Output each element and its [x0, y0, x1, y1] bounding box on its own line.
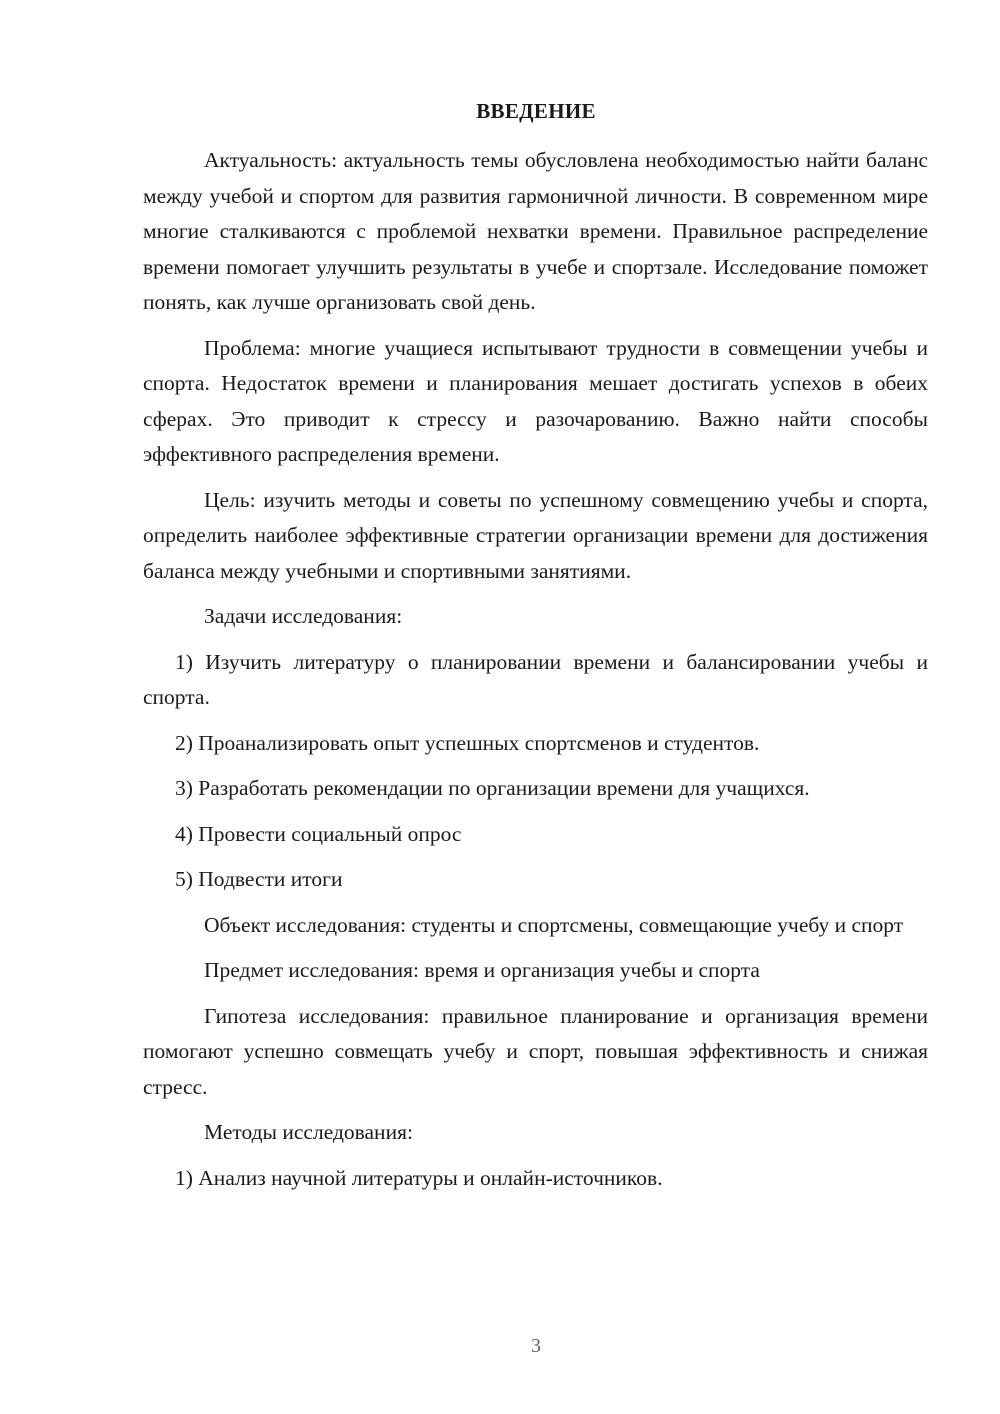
paragraph-goal: Цель: изучить методы и советы по успешному совмещению учебы и спорта, определить наиболее эффективные стратегии организации времени для достижения баланса между учебными и спортивными занятиями.: [143, 487, 928, 583]
method-item: 1) Анализ научной литературы и онлайн-источников.: [175, 1165, 663, 1190]
paragraph-subject: Предмет исследования: время и организация учебы и спорта: [204, 958, 760, 982]
paragraph-problem: Проблема: многие учащиеся испытывают трудности в совмещении учебы и спорта. Недостаток времени и планирования мешает достигать успехов в обеих сферах. Это приводит к стрессу и разочарованию. Важно найти способы эффективного распределения времени.: [143, 335, 928, 466]
task-item: 2) Проанализировать опыт успешных спортсменов и студентов.: [175, 730, 760, 755]
task-item: 3) Разработать рекомендации по организации времени для учащихся.: [175, 776, 810, 800]
paragraph-relevance: Актуальность: актуальность темы обусловлена необходимостью найти баланс между учебой и спортом для развития гармоничной личности. В современном мире многие сталкиваются с проблемой нехватки времени. Правильное распределение времени помогает улучшить результаты в учебе и спортзале. Исследование поможет понять, как лучше организовать свой день.: [143, 148, 928, 314]
document-body: [143, 143, 928, 1206]
page-number: 3: [531, 1335, 541, 1357]
task-item: 5) Подвести итоги: [175, 867, 343, 891]
page-title: ВВЕДЕНИЕ: [476, 99, 596, 123]
paragraph-hypothesis: Гипотеза исследования: правильное планирование и организация времени помогают успешно совмещать учебу и спорт, повышая эффективность и снижая стресс.: [143, 1003, 928, 1099]
tasks-heading: Задачи исследования:: [204, 604, 403, 628]
task-item: 1) Изучить литературу о планировании времени и балансировании учебы и спорта.: [143, 649, 928, 709]
task-item: 4) Провести социальный опрос: [175, 821, 462, 846]
paragraph-object: Объект исследования: студенты и спортсмены, совмещающие учебу и спорт: [204, 912, 904, 937]
methods-heading: Методы исследования:: [204, 1120, 413, 1144]
